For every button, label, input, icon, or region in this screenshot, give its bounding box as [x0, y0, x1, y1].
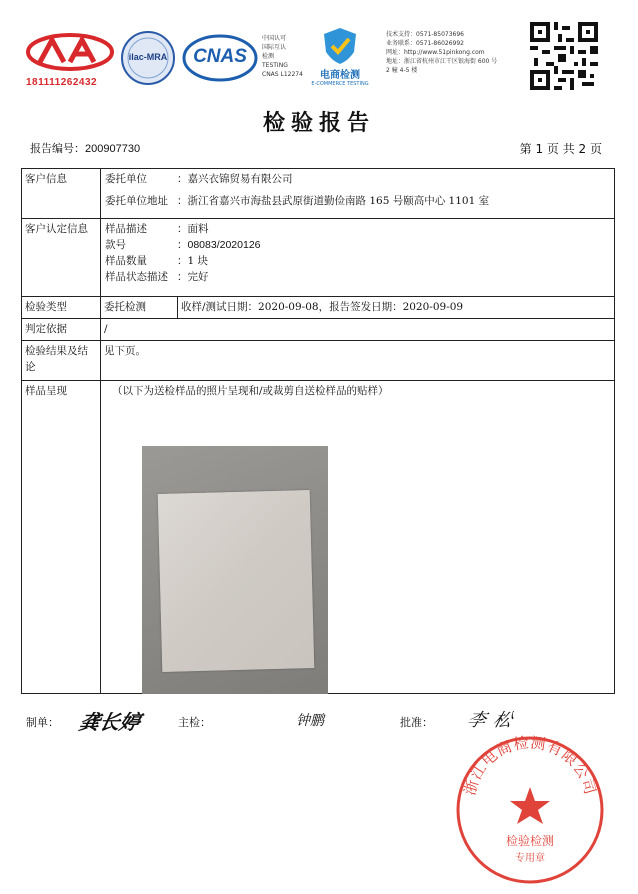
row-label: 样品呈现: [22, 381, 101, 694]
address-value: ：浙江省嘉兴市海盐县武原街道勤俭南路 165 号颐高中心 1101 室: [177, 195, 490, 207]
contact-info: 技术支持：0571-85073696 业务联系：0571-86026992 网址：http://www.51pinkong.com 地址：浙江省杭州市江干区银海街 600 号 2 幢 4-5 楼: [386, 31, 498, 74]
official-stamp: [455, 735, 605, 885]
stamp-ring-text: 浙江电商检测有限公司: [460, 735, 600, 798]
row-customer-confirmed: [22, 219, 615, 297]
fabric-swatch: [158, 490, 315, 672]
cnas-info: 中国认可 国际互认 检测 TESTING CNAS L12274: [262, 35, 303, 78]
cnas-logo: [182, 32, 258, 84]
sample-qty-line: 样品数量 ：1 块: [105, 255, 209, 267]
row-label: 客户认定信息: [22, 219, 101, 297]
sample-state-line: 样品状态描述 ：完好: [105, 271, 209, 283]
row-customer-info: [22, 169, 615, 219]
client-line: [105, 171, 610, 187]
ilac-mra-text: ilac-MRA: [128, 52, 168, 62]
row-label: 检验类型: [22, 297, 101, 319]
approver-signature: 李松: [464, 710, 523, 731]
client-value: ：嘉兴衣锦贸易有限公司: [177, 173, 293, 185]
cma-logo: [26, 32, 114, 88]
maker-signature: 龚长婷: [77, 710, 143, 734]
maker-label: 制单：: [26, 716, 59, 729]
report-number-label: 报告编号：: [30, 142, 85, 155]
test-type-value: 委托检测: [101, 297, 178, 319]
sample-note: （以下为送检样品的照片呈现和/或裁剪自送检样品的贴样）: [112, 385, 389, 397]
checker-label: 主检：: [178, 716, 211, 729]
ecom-logo-title: 电商检测: [320, 70, 360, 81]
star-icon: [510, 787, 550, 824]
report-number-value: 200907730: [85, 143, 141, 155]
ilac-mra-logo: [120, 30, 176, 86]
row-basis: [22, 319, 615, 341]
checker-signature: 钟鹏: [296, 713, 324, 729]
test-dates: 收样/测试日期：2020-09-08，报告签发日期：2020-09-09: [178, 297, 615, 319]
report-title: 检验报告: [262, 111, 375, 136]
qr-code: [530, 22, 598, 90]
result-value: 见下页。: [101, 341, 615, 381]
ecommerce-testing-logo: [300, 26, 380, 88]
row-test-type: [22, 297, 615, 319]
report-number: [30, 140, 140, 156]
row-label: 判定依据: [22, 319, 101, 341]
page-info: 第 1 页 共 2 页: [519, 142, 602, 156]
row-label: 客户信息: [22, 169, 101, 219]
sample-desc-line: 样品描述 ：面料: [105, 223, 209, 235]
shield-check-icon: [320, 26, 360, 66]
row-label: 检验结果及结论: [22, 341, 101, 381]
stamp-center-text-1: 检验检测: [505, 834, 555, 848]
address-label: 委托单位地址: [105, 195, 168, 207]
address-line: [105, 193, 610, 209]
ecom-logo-sub: E-COMMERCE TESTING: [311, 81, 369, 87]
sample-photo: [142, 446, 328, 694]
approver-label: 批准：: [400, 716, 433, 729]
style-no-line: 款号 ：08083/2020126: [105, 239, 261, 251]
client-label: 委托单位: [105, 173, 147, 185]
basis-value: /: [101, 319, 615, 341]
cnas-text: CNAS: [193, 46, 247, 67]
stamp-center-text-2: 专用章: [515, 853, 545, 864]
row-result: [22, 341, 615, 381]
cma-number: 181111262432: [26, 77, 98, 88]
